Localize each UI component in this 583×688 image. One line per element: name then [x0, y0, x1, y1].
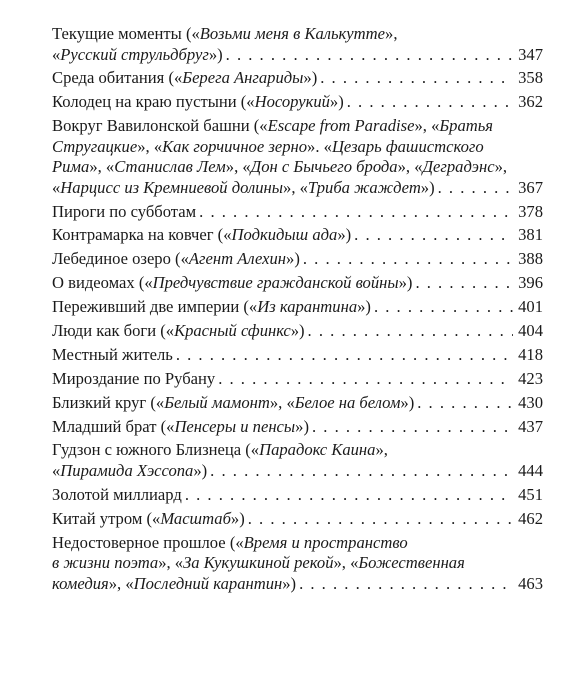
italic-title: Время и пространство: [243, 532, 408, 552]
title-text: », «: [333, 553, 359, 573]
toc-entry: [52, 440, 543, 481]
title-text: Местный житель: [52, 344, 173, 364]
dot-leader: [218, 369, 513, 390]
title-text: », «: [269, 392, 295, 412]
page-number: 362: [518, 92, 543, 112]
title-text: Контрамарка на ковчег («: [52, 225, 232, 245]
page-number: 423: [518, 368, 543, 388]
italic-title: Божественная: [358, 553, 465, 573]
page-number: 358: [518, 68, 543, 88]
title-text: Люди как боги («: [52, 321, 175, 341]
toc-entry: [52, 24, 543, 65]
italic-title: Масштаб: [160, 508, 231, 528]
title-text: »): [398, 273, 413, 293]
toc-entry-line: [52, 249, 543, 270]
title-text: »): [230, 508, 245, 528]
title-text: »): [282, 573, 297, 593]
title-text: «: [52, 460, 61, 480]
title-text: »): [295, 416, 309, 436]
dot-leader: [347, 92, 513, 113]
toc-entry-title: [52, 345, 173, 366]
toc-entry-line: [52, 417, 543, 438]
toc-entry-line: [52, 45, 543, 66]
dot-leader: [320, 68, 513, 89]
toc-entry-line: [52, 178, 543, 199]
toc-entry: [52, 273, 543, 294]
toc-entry: [52, 485, 543, 506]
title-text: »): [357, 297, 371, 317]
italic-title: Дон с Бычьего брода: [250, 157, 398, 177]
toc-entry-title: [52, 509, 245, 530]
toc-entry: [52, 116, 543, 198]
toc-entry-line: [52, 553, 543, 574]
italic-title: Как горчичное зерно: [162, 136, 308, 156]
italic-title: Подкидыш ада: [231, 225, 338, 245]
toc-entry-line: [52, 157, 543, 178]
title-text: Мироздание по Рубану: [52, 368, 216, 388]
toc-entry: [52, 369, 543, 390]
title-text: »): [290, 321, 305, 341]
toc-entry-line: [52, 440, 543, 461]
title-text: Колодец на краю пустыни («: [52, 92, 255, 112]
italic-title: Пирамида Хэссопа: [60, 460, 194, 480]
page-number: 401: [518, 297, 543, 317]
italic-title: Возьми меня в Калькутте: [199, 24, 386, 43]
dot-leader: [303, 249, 513, 270]
title-text: Младший брат («: [52, 416, 175, 436]
italic-title: Предчувствие гражданской войны: [152, 273, 399, 293]
dot-leader: [374, 297, 513, 318]
toc-entry-line: [52, 345, 543, 366]
italic-title: Красный сфинкс: [174, 321, 291, 341]
dot-leader: [417, 393, 513, 414]
italic-title: Триба жаждет: [307, 177, 421, 197]
toc-entry-line: [52, 574, 543, 595]
toc-entry: [52, 68, 543, 89]
toc-entry-title: [52, 297, 371, 318]
toc-entry-title: [52, 417, 309, 438]
toc-entry-title: [52, 485, 182, 506]
toc-entry-title: [52, 249, 300, 270]
page-number: 462: [518, 508, 543, 528]
toc-entry-title: [52, 178, 435, 199]
page-number: 437: [518, 416, 543, 436]
toc-entry: [52, 393, 543, 414]
dot-leader: [210, 461, 513, 482]
dot-leader: [176, 345, 513, 366]
title-text: »): [193, 460, 208, 480]
page-number: 347: [518, 44, 543, 64]
italic-title: Белый мамонт: [164, 392, 270, 412]
title-text: «: [52, 177, 61, 197]
page-number: 463: [518, 573, 543, 593]
italic-title: Станислав Лем: [114, 157, 226, 177]
dot-leader: [199, 202, 513, 223]
title-text: Текущие моменты («: [52, 24, 200, 43]
toc-entry: [52, 417, 543, 438]
page-number: 388: [518, 249, 543, 269]
italic-title: Русский струльдбруг: [60, 44, 209, 64]
toc-entry-title: [52, 68, 317, 89]
title-text: », «: [108, 573, 134, 593]
title-text: Близкий круг («: [52, 392, 165, 412]
dot-leader: [415, 273, 513, 294]
toc-entry-title: [52, 202, 196, 223]
toc-entry-line: [52, 297, 543, 318]
page-number: 396: [518, 273, 543, 293]
title-text: Пироги по субботам: [52, 201, 197, 221]
title-text: Среда обитания («: [52, 68, 183, 88]
toc-entry: [52, 202, 543, 223]
toc-entry: [52, 321, 543, 342]
toc-entry-title: [52, 225, 351, 246]
dot-leader: [308, 321, 513, 342]
italic-title: Парадокс Каина: [259, 440, 376, 460]
dot-leader: [299, 574, 513, 595]
dot-leader: [438, 178, 513, 199]
title-text: », «: [158, 553, 184, 573]
title-text: Золотой миллиард: [52, 484, 182, 504]
toc-entry: [52, 249, 543, 270]
title-text: »,: [494, 157, 508, 177]
toc-entry-line: [52, 68, 543, 89]
page-number: 378: [518, 201, 543, 221]
dot-leader: [226, 45, 513, 66]
page-number: 404: [518, 321, 543, 341]
toc-entry-line: [52, 461, 543, 482]
title-text: »,: [385, 24, 398, 43]
dot-leader: [354, 225, 513, 246]
dot-leader: [248, 509, 513, 530]
toc-entry-line: [52, 369, 543, 390]
toc-entry: [52, 533, 543, 595]
toc-entry-line: [52, 116, 543, 137]
italic-title: Берега Ангариды: [182, 68, 304, 88]
page-number: 367: [518, 177, 543, 197]
title-text: Недостоверное прошлое («: [52, 532, 244, 552]
page-number: 430: [518, 392, 543, 412]
toc-entry-line: [52, 137, 543, 158]
italic-title: Из карантина: [257, 297, 358, 317]
toc-entry: [52, 92, 543, 113]
italic-title: Цезарь фашистского: [331, 136, 484, 156]
title-text: Лебединое озеро («: [52, 249, 189, 269]
toc-entry-title: [52, 92, 344, 113]
table-of-contents: [52, 24, 543, 598]
title-text: », «: [89, 157, 115, 177]
toc-entry-title: [52, 273, 412, 294]
title-text: », «: [397, 157, 423, 177]
page-number: 381: [518, 225, 543, 245]
italic-title: Агент Алехин: [188, 249, 287, 269]
italic-title: Пенсеры и пенсы: [174, 416, 296, 436]
toc-entry-line: [52, 225, 543, 246]
toc-entry-line: [52, 202, 543, 223]
toc-entry-title: [52, 45, 223, 66]
italic-title: Escape from Paradise: [267, 116, 415, 136]
italic-title: Носорукий: [254, 92, 330, 112]
title-text: »): [420, 177, 435, 197]
title-text: », «: [414, 116, 440, 136]
toc-entry-line: [52, 92, 543, 113]
title-text: »): [208, 44, 223, 64]
title-text: Китай утром («: [52, 508, 161, 528]
dot-leader: [185, 485, 513, 506]
italic-title: Белое на белом: [294, 392, 401, 412]
title-text: »): [400, 392, 415, 412]
italic-title: Последний карантин: [133, 573, 283, 593]
title-text: ». «: [307, 136, 332, 156]
italic-title: Стругацкие: [52, 136, 138, 156]
title-text: «: [52, 44, 61, 64]
toc-entry-title: [52, 574, 296, 595]
italic-title: Рима: [52, 157, 90, 177]
toc-entry-line: [52, 393, 543, 414]
title-text: »): [337, 225, 352, 245]
title-text: Гудзон с южного Близнеца («: [52, 440, 260, 460]
toc-entry-title: [52, 461, 207, 482]
toc-entry-line: [52, 24, 543, 45]
italic-title: Деградэнс: [422, 157, 495, 177]
title-text: »): [286, 249, 300, 269]
page-number: 444: [518, 460, 543, 480]
title-text: »,: [375, 440, 388, 460]
toc-entry: [52, 345, 543, 366]
italic-title: За Кукушкиной рекой: [183, 553, 334, 573]
italic-title: Братья: [439, 116, 493, 136]
page-number: 418: [518, 344, 543, 364]
toc-entry-line: [52, 533, 543, 554]
dot-leader: [312, 417, 513, 438]
toc-entry: [52, 509, 543, 530]
title-text: Переживший две империи («: [52, 297, 258, 317]
toc-entry-line: [52, 509, 543, 530]
title-text: О видеомах («: [52, 273, 153, 293]
title-text: », «: [283, 177, 308, 197]
page-number: 451: [518, 484, 543, 504]
toc-entry-title: [52, 393, 414, 414]
italic-title: в жизни поэта: [52, 553, 159, 573]
toc-entry-title: [52, 369, 215, 390]
toc-entry-line: [52, 485, 543, 506]
italic-title: Нарцисс из Кремниевой долины: [60, 177, 284, 197]
title-text: »): [303, 68, 318, 88]
title-text: Вокруг Вавилонской башни («: [52, 116, 268, 136]
toc-entry: [52, 225, 543, 246]
title-text: », «: [137, 136, 163, 156]
title-text: »): [329, 92, 344, 112]
italic-title: комедия: [52, 573, 109, 593]
toc-entry: [52, 297, 543, 318]
toc-entry-title: [52, 321, 305, 342]
toc-entry-line: [52, 273, 543, 294]
title-text: », «: [225, 157, 251, 177]
toc-entry-line: [52, 321, 543, 342]
